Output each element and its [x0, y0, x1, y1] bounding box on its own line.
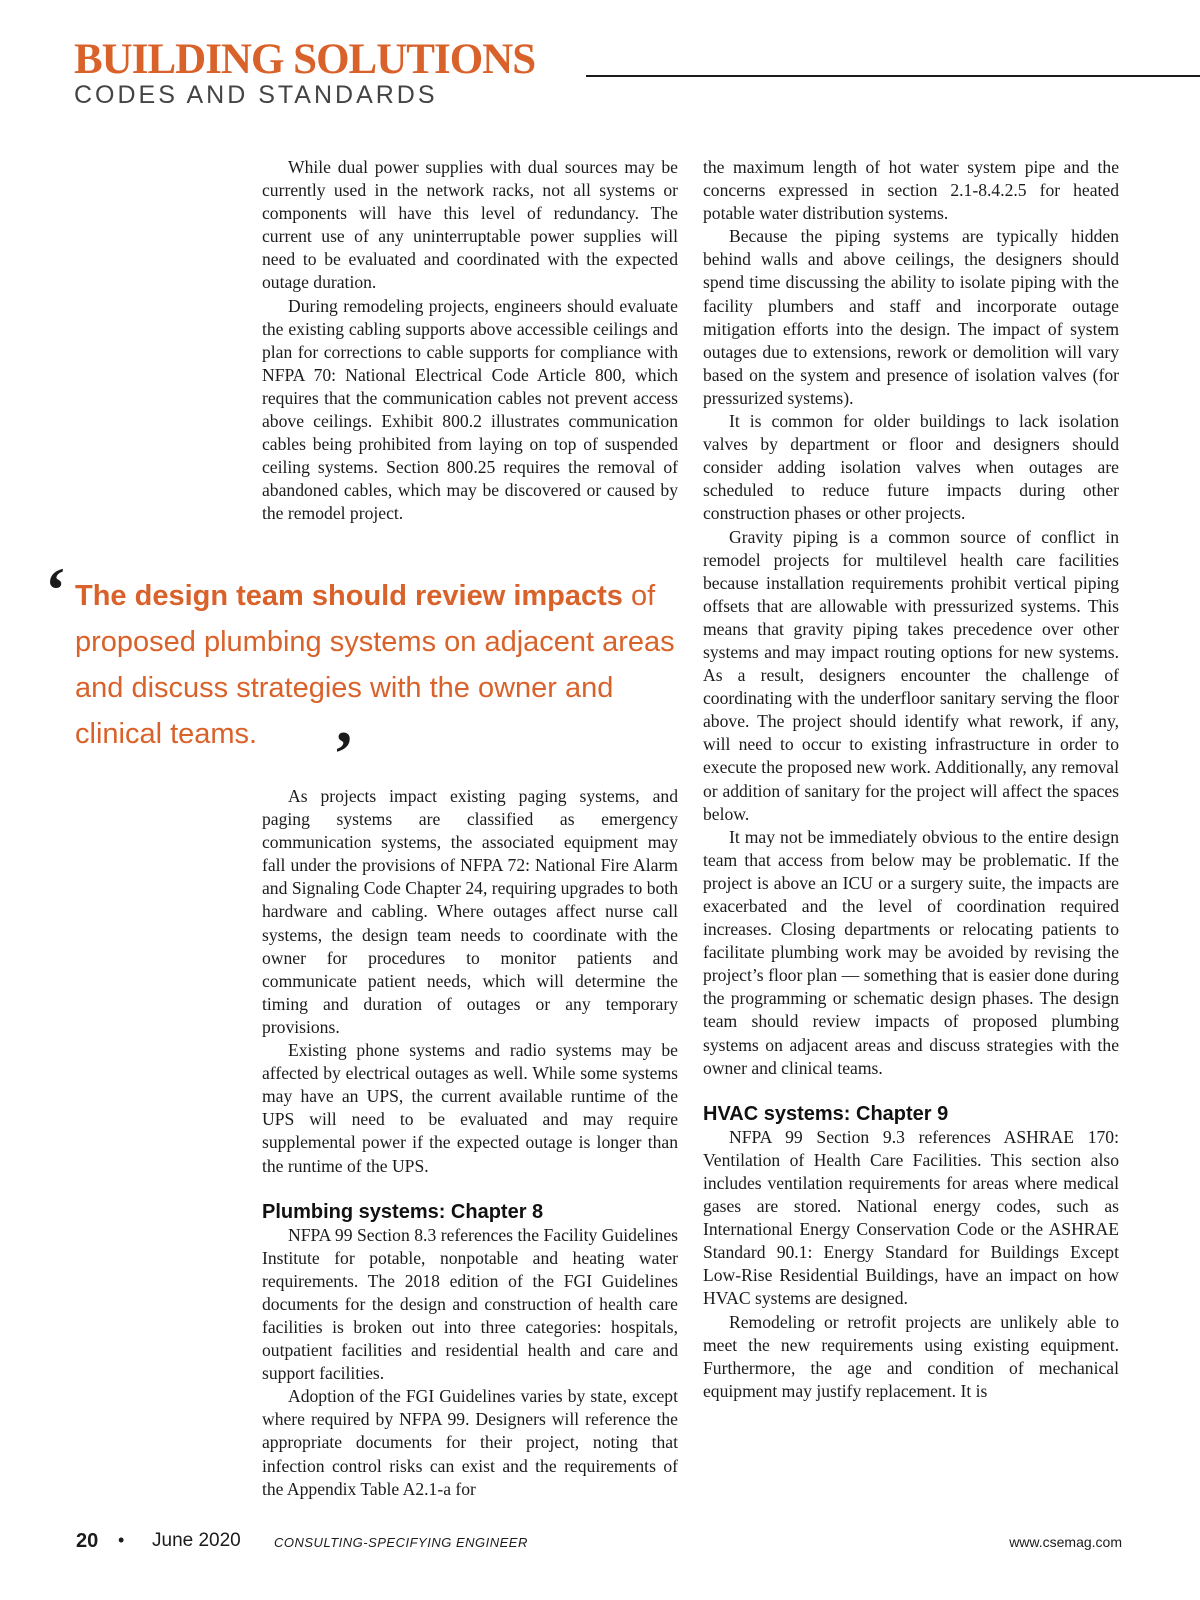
website-url[interactable]: www.csemag.com [1009, 1534, 1122, 1550]
body-paragraph: the maximum length of hot water system pipe and the concerns expressed in section 2.1-8.4.2.5 for heated potable water distribution systems. [703, 157, 1119, 224]
body-paragraph: Adoption of the FGI Guidelines varies by state, except where required by NFPA 99. Designers will reference the appropriate documents for their project, noting that infection control risks can exist and the requirements of the Appendix Table A2.1-a for [262, 1386, 678, 1499]
pull-quote-rest: of proposed plumbing systems on adjacent areas and discuss strategies with the owner and clinical teams. [75, 580, 675, 750]
body-paragraph: It is common for older buildings to lack isolation valves by department or floor and designers should consider adding isolation valves when outages are scheduled to reduce future impacts during other construction phases or other projects. [703, 411, 1119, 524]
issue-date: June 2020 [152, 1530, 241, 1551]
body-paragraph: Gravity piping is a common source of conflict in remodel projects for multilevel health care facilities because installation requirements prohibit vertical piping offsets that are allowable with pressurized systems. This means that gravity piping takes precedence over other systems and may impact routing options for new systems. As a result, designers encounter the challenge of coordinating with the underfloor sanitary serving the floor above. The project should identify what rework, if any, will need to occur to existing infrastructure in order to execute the proposed new work. Additionally, any removal or addition of sanitary for the project will affect the spaces below. [703, 526, 1119, 824]
body-paragraph: It may not be immediately obvious to the entire design team that access from below may be problematic. If the project is above an ICU or a surgery suite, the impacts are exacerbated and the level of coordination required increases. Closing departments or relocating patients to facilitate plumbing work may be avoided by revising the project’s floor plan — something that is easier done during the programming or schematic design phases. The design team should review impacts of proposed plumbing systems on adjacent areas and discuss strategies with the owner and clinical teams. [703, 826, 1119, 1078]
body-paragraph: Remodeling or retrofit projects are unlikely able to meet the new requirements using existing equipment. Furthermore, the age and condition of mechanical equipment may justify replacement. It is [703, 1311, 1119, 1401]
right-column [703, 156, 1119, 1403]
body-paragraph: NFPA 99 Section 9.3 references ASHRAE 170: Ventilation of Health Care Facilities. This section also includes ventilation requirements for areas where medical gases are stored. National energy codes, such as International Energy Conservation Code or the ASHRAE Standard 90.1: Energy Standard for Buildings Except Low-Rise Residential Buildings, have an impact on how HVAC systems are designed. [703, 1126, 1119, 1309]
plumbing-heading: Plumbing systems: Chapter 8 [262, 1200, 544, 1223]
body-paragraph: Existing phone systems and radio systems may be affected by electrical outages as well. While some systems may have an UPS, the current available runtime of the UPS will need to be evaluated and may require supplemental power if the expected outage is longer than the runtime of the UPS. [262, 1040, 678, 1176]
body-paragraph: Because the piping systems are typically hidden behind walls and above ceilings, the designers should spend time discussing the ability to isolate piping with the facility plumbers and staff and incorporate outage mitigation efforts into the design. The impact of system outages due to extensions, rework or demolition will vary based on the system and presence of isolation valves (for pressurized systems). [703, 226, 1119, 408]
open-quote-mark: ‘ [45, 554, 67, 625]
publication-name: CONSULTING-SPECIFYING ENGINEER [274, 1535, 528, 1550]
left-column-top [262, 156, 678, 526]
header-rule [586, 75, 1200, 77]
close-quote-mark: ’ [333, 718, 355, 789]
left-column-bottom [262, 785, 678, 1501]
body-paragraph: While dual power supplies with dual sources may be currently used in the network racks, not all systems or components will have this level of redundancy. The current use of any uninterruptable power supplies will need to be evaluated and coordinated with the expected outage duration. [262, 157, 678, 293]
body-paragraph: NFPA 99 Section 8.3 references the Facility Guidelines Institute for potable, nonpotable and heating water requirements. The 2018 edition of the FGI Guidelines documents for the design and construction of health care facilities is broken out into three categories: hospitals, outpatient facilities and residential health and care and support facilities. [262, 1224, 678, 1384]
hvac-heading: HVAC systems: Chapter 9 [703, 1102, 949, 1125]
brand-title: BUILDING SOLUTIONS [74, 36, 536, 83]
pull-quote [75, 573, 675, 757]
footer-bullet: • [118, 1530, 125, 1550]
page-footer [76, 1530, 1122, 1560]
pull-quote-lead: The design team should review impacts [75, 580, 623, 612]
page-number: 20 [76, 1530, 99, 1552]
page-header [74, 38, 1200, 108]
body-paragraph: During remodeling projects, engineers should evaluate the existing cabling supports above accessible ceilings and plan for corrections to cable supports for compliance with NFPA 70: National Electrical Code Article 800, which requires that the communication cables not prevent access above ceilings. Exhibit 800.2 illustrates communication cables being prohibited from laying on top of suspended ceiling systems. Section 800.25 requires the removal of abandoned cables, which may be discovered or caused by the remodel project. [262, 295, 678, 524]
section-label: CODES AND STANDARDS [74, 81, 438, 109]
body-paragraph: As projects impact existing paging systems, and paging systems are classified as emergency communication systems, the associated equipment may fall under the provisions of NFPA 72: National Fire Alarm and Signaling Code Chapter 24, requiring upgrades to both hardware and cabling. Where outages affect nurse call systems, the design team needs to coordinate with the owner for procedures to monitor patients and communicate patient needs, which will determine the timing and duration of outages or any temporary provisions. [262, 786, 678, 1037]
